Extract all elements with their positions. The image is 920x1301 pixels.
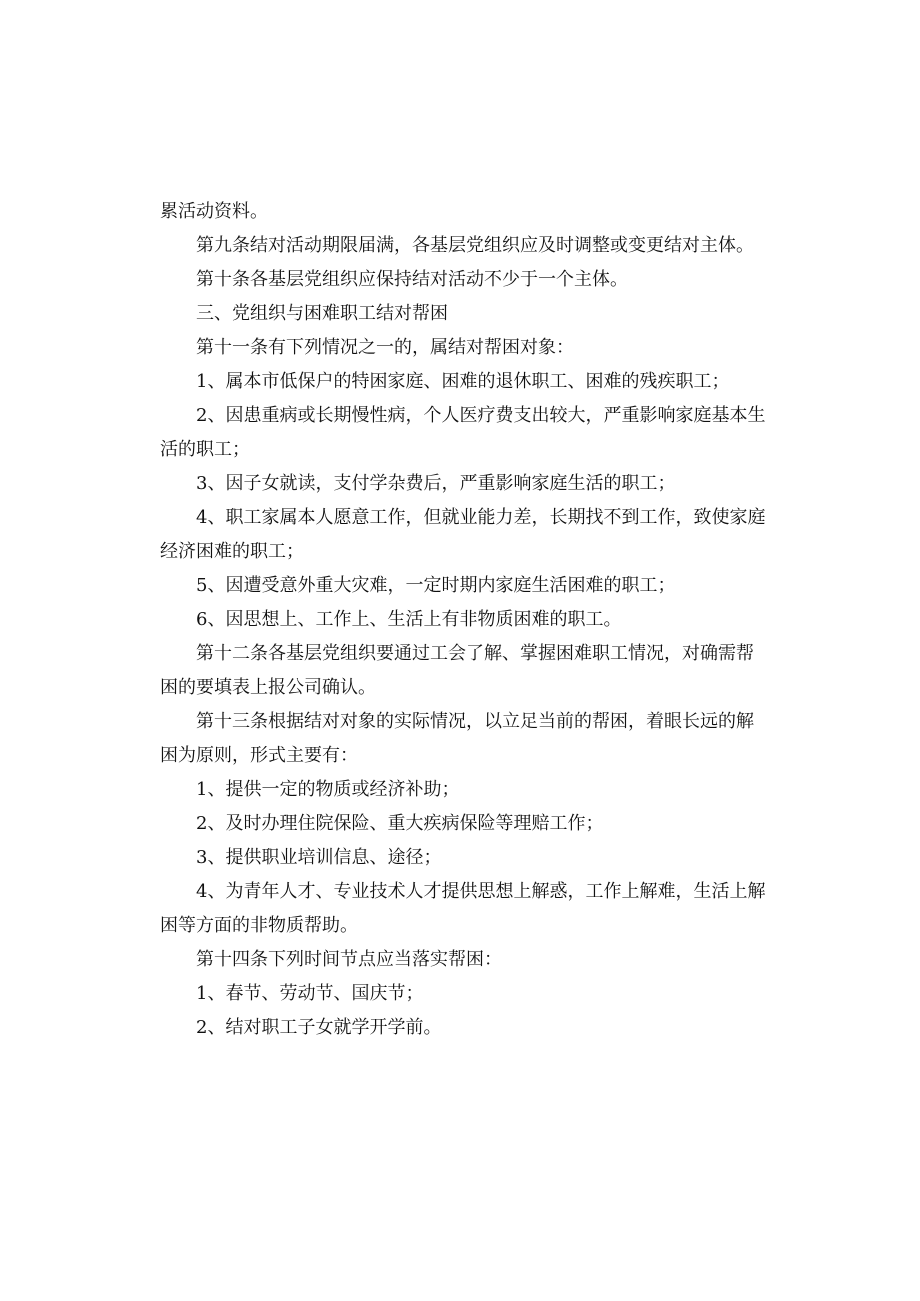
article-14-item-2: 2、结对职工子女就学开学前。 xyxy=(196,1017,442,1038)
paragraph-continuation: 累活动资料。 xyxy=(160,201,268,222)
article-11-item-5: 5、因遭受意外重大灾难，一定时期内家庭生活困难的职工； xyxy=(196,575,676,596)
article-14-item-1: 1、春节、劳动节、国庆节； xyxy=(196,983,424,1004)
article-13-item-1: 1、提供一定的物质或经济补助； xyxy=(196,779,460,800)
article-12: 第十二条各基层党组织要通过工会了解、掌握困难职工情况，对确需帮困的要填表上报公司确认。 xyxy=(160,643,754,698)
article-11-item-3: 3、因子女就读，支付学杂费后，严重影响家庭生活的职工； xyxy=(196,473,676,494)
article-13-item-3: 3、提供职业培训信息、途径； xyxy=(196,847,442,868)
article-13: 第十三条根据结对对象的实际情况，以立足当前的帮困，着眼长远的解困为原则，形式主要有： xyxy=(160,711,754,766)
document-body xyxy=(160,195,770,1045)
article-11-item-1: 1、属本市低保户的特困家庭、困难的退休职工、困难的残疾职工； xyxy=(196,371,730,392)
article-11: 第十一条有下列情况之一的，属结对帮困对象： xyxy=(196,337,574,358)
article-13-item-2: 2、及时办理住院保险、重大疾病保险等理赔工作； xyxy=(196,813,604,834)
article-9: 第九条结对活动期限届满，各基层党组织应及时调整或变更结对主体。 xyxy=(196,235,754,256)
article-10: 第十条各基层党组织应保持结对活动不少于一个主体。 xyxy=(196,269,628,290)
article-11-item-6: 6、因思想上、工作上、生活上有非物质困难的职工。 xyxy=(196,609,622,630)
article-11-item-4: 4、职工家属本人愿意工作，但就业能力差，长期找不到工作，致使家庭经济困难的职工； xyxy=(160,507,766,562)
section-heading-3: 三、党组织与困难职工结对帮困 xyxy=(196,303,448,324)
article-13-item-4: 4、为青年人才、专业技术人才提供思想上解惑，工作上解难，生活上解困等方面的非物质帮助。 xyxy=(160,881,766,936)
article-14: 第十四条下列时间节点应当落实帮困： xyxy=(196,949,502,970)
article-11-item-2: 2、因患重病或长期慢性病，个人医疗费支出较大，严重影响家庭基本生活的职工； xyxy=(160,405,766,460)
